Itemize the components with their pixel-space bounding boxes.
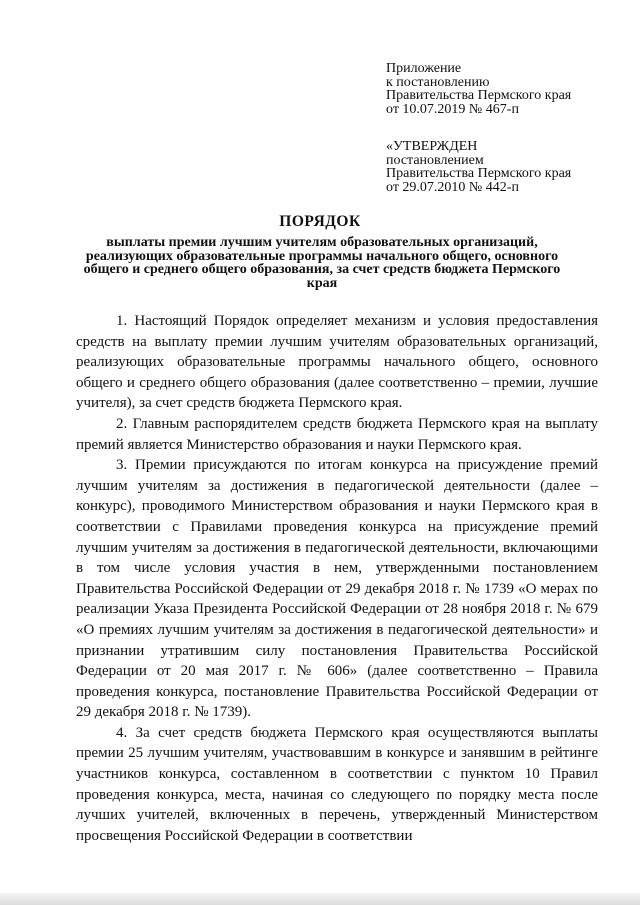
paragraph-1: 1. Настоящий Порядок определяет механизм и условия предоставления средств на выплату премии лучшим учителям образовательных организаций, реализующих образовательные программы начального общего, основного общего и среднего общего образования (далее соответственно – премии, лучшие учителя), за счет средств бюджета Пермского края. <box>76 313 598 412</box>
document-subtitle: выплаты премии лучшим учителям образовательных организаций, реализующих образовательные программы начального общего, основного общего и среднего общего образования, за счет средств бюджета Пермского края <box>83 235 561 291</box>
approval-line-4: от 29.07.2010 № 442-п <box>386 179 519 195</box>
scan-bottom-edge <box>0 893 640 905</box>
appendix-line-2: к постановлению <box>386 74 490 90</box>
approval-line-2: постановлением <box>386 152 484 168</box>
paragraph-3: 3. Премии присуждаются по итогам конкурса на присуждение премий лучшим учителям за достижения в педагогической деятельности (далее – конкурс), проводимого Министерством образования и науки Пермского края в соответствии с Правилами проведения конкурса на присуждение премий лучшим учителям за достижения в педагогической деятельности, включающими в том числе условия участия в нем, утвержденными постановлением Правительства Российской Федерации от 29 декабря 2018 г. № 1739 «О мерах по реализации Указа Президента Российской Федерации от 28 ноября 2018 г. № 679 «О премиях лучшим учителям за достижения в педагогической деятельности» и признании утратившим силу постановления Правительства Российской Федерации от 20 мая 2017 г. № 606» (далее соответственно – Правила проведения конкурса, постановление Правительства Российской Федерации от 29 декабря 2018 г. № 1739). <box>76 457 598 721</box>
paragraph-4: 4. За счет средств бюджета Пермского края осуществляются выплаты премии 25 лучшим учителям, участвовавшим в конкурсе и занявшим в рейтинге участников конкурса, составленном в соответствии с пунктом 10 Правил проведения конкурса, места, начиная со следующего по порядку места после лучших учителей, включенных в перечень, утвержденный Министерством просвещения Российской Федерации в соответствии <box>76 724 598 844</box>
document-body <box>76 311 598 846</box>
paragraph-2: 2. Главным распорядителем средств бюджета Пермского края на выплату премий является Министерство образования и науки Пермского края. <box>76 415 598 453</box>
document-title: ПОРЯДОК <box>279 213 361 230</box>
approval-line-1: «УТВЕРЖДЕН <box>386 139 478 154</box>
appendix-line-3: Правительства Пермского края <box>386 88 572 103</box>
approval-line-3: Правительства Пермского края <box>386 166 572 181</box>
appendix-line-1: Приложение <box>386 61 462 76</box>
appendix-stamp <box>386 62 571 116</box>
approval-stamp <box>386 140 571 194</box>
appendix-line-4: от 10.07.2019 № 467-п <box>386 101 519 117</box>
